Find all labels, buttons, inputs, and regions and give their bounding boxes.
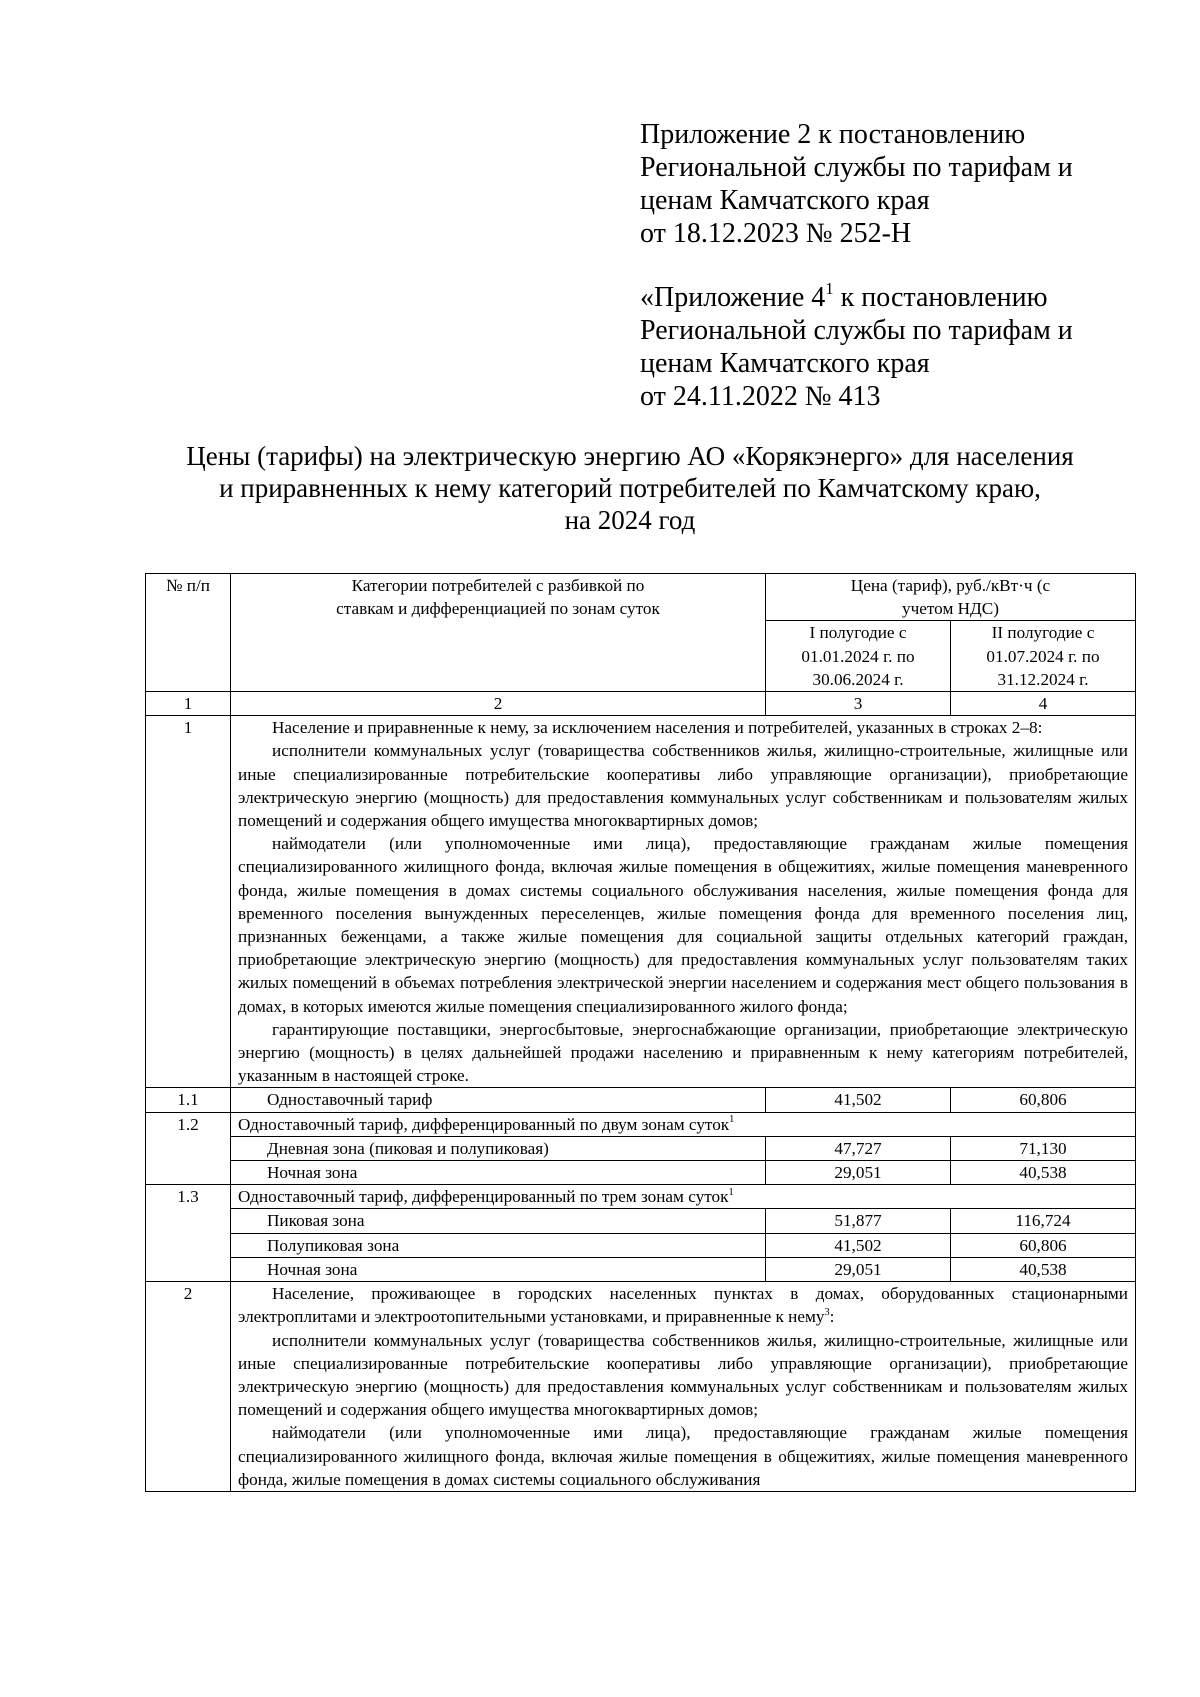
header-num: № п/п [146,574,231,692]
value-half1: 51,877 [766,1209,951,1233]
paragraph: гарантирующие поставщики, энергосбытовые, энергоснабжающие организации, приобретающие электрическую энергию (мощность) в целях дальнейшей продажи населению и приравненным к нему категориям потребителей, указанным в настоящей строке. [238,1019,1128,1086]
appendix-header-current [640,118,1160,250]
value-half1: 29,051 [766,1161,951,1185]
row-label-text: Одноставочный тариф, дифференцированный по трем зонам суток [238,1187,729,1207]
appendix-line: от 18.12.2023 № 252-Н [640,218,912,249]
table-row [146,1282,1136,1492]
row-number: 1.1 [146,1088,231,1112]
table-row [146,716,1136,1088]
header-half2: II полугодие с 01.07.2024 г. по 31.12.2024 г. [951,621,1136,692]
row-label-text: Одноставочный тариф, дифференцированный по двум зонам суток [238,1114,730,1134]
table-row [146,1161,1136,1185]
header-category: Категории потребителей с разбивкой по ставкам и дифференциацией по зонам суток [231,574,766,692]
row-description [231,1282,1136,1492]
paragraph-text: Население, проживающее в городских населенных пунктах в домах, оборудованных стационарными электроплитами и электроотопительными установками, и приравненные к нему [238,1284,1128,1327]
title-line: и приравненных к нему категорий потребителей по Камчатскому краю, [219,473,1041,503]
paragraph: исполнители коммунальных услуг (товарищества собственников жилья, жилищно-строительные, жилищные или иные специализированные потребительские кооперативы либо управляющие организации), приобретающие электрическую энергию (мощность) для предоставления коммунальных услуг собственникам и пользователям жилых помещений и содержания общего имущества многоквартирных домов; [238,741,1128,831]
table-row [146,1209,1136,1233]
table-row [146,1233,1136,1257]
row-number: 1.3 [146,1185,231,1282]
value-half2: 40,538 [951,1161,1136,1185]
value-half1: 41,502 [766,1088,951,1112]
appendix-line: ценам Камчатского края [640,348,930,379]
appendix-line: Региональной службы по тарифам и [640,152,1073,183]
value-half1: 29,051 [766,1257,951,1281]
zone-label: Пиковая зона [231,1209,766,1233]
paragraph: наймодатели (или уполномоченные ими лица), предоставляющие гражданам жилые помещения специализированного жилищного фонда, включая жилые помещения в общежитиях, жилые помещения маневренного фонда, жилые помещения в домах системы социального обслуживания населения, жилые помещения фонда для временного поселения вынужденных переселенцев, жилые помещения фонда для временного поселения лиц, признанных беженцами, а также жилые помещения для социальной защиты отдельных категорий граждан, приобретающие электрическую энергию (мощность) для предоставления коммунальных услуг пользователям таких жилых помещений в объемах потребления электрической энергии населением и содержания мест общего пользования в домах, в которых имеются жилые помещения специализированного жилого фонда; [238,834,1128,1016]
footnote-ref: 1 [728,1186,734,1198]
table-row [146,1088,1136,1112]
title-line: Цены (тарифы) на электрическую энергию АО «Корякэнерго» для населения [186,441,1074,471]
value-half2: 60,806 [951,1088,1136,1112]
appendix-superscript: 1 [825,279,834,298]
title-line: на 2024 год [564,505,696,535]
footnote-ref: 3 [824,1306,830,1318]
document-title [140,440,1120,536]
table-row [146,1112,1136,1136]
paragraph-end: : [829,1307,835,1327]
appendix-suffix: к постановлению [833,282,1048,313]
footnote-ref: 1 [729,1113,735,1125]
table-row [146,1257,1136,1281]
column-number: 3 [766,692,951,716]
zone-label: Ночная зона [231,1257,766,1281]
table-row [146,1136,1136,1160]
paragraph: исполнители коммунальных услуг (товарищества собственников жилья, жилищно-строительные, жилищные или иные специализированные потребительские кооперативы либо управляющие организации), приобретающие электрическую энергию (мощность) для предоставления коммунальных услуг собственникам и пользователям жилых помещений и содержания общего имущества многоквартирных домов; [238,1330,1128,1420]
row-label [231,1185,1136,1209]
row-label [231,1112,1136,1136]
tariff-table [145,573,1136,1492]
appendix-prefix: «Приложение 4 [640,282,826,313]
paragraph [238,1282,1128,1328]
zone-label: Дневная зона (пиковая и полупиковая) [231,1136,766,1160]
appendix-line: Приложение 2 к постановлению [640,119,1026,150]
header-half1: I полугодие с 01.01.2024 г. по 30.06.2024 г. [766,621,951,692]
column-number: 1 [146,692,231,716]
value-half2: 116,724 [951,1209,1136,1233]
paragraph: наймодатели (или уполномоченные ими лица), предоставляющие гражданам жилые помещения специализированного жилищного фонда, включая жилые помещения в общежитиях, жилые помещения маневренного фонда, жилые помещения в домах системы социального обслуживания [238,1423,1128,1489]
value-half2: 40,538 [951,1257,1136,1281]
value-half1: 47,727 [766,1136,951,1160]
column-number: 4 [951,692,1136,716]
appendix-line: ценам Камчатского края [640,185,930,216]
table-row [146,1185,1136,1209]
column-number-row [146,692,1136,716]
row-number: 2 [146,1282,231,1492]
column-number: 2 [231,692,766,716]
row-number: 1 [146,716,231,1088]
value-half2: 71,130 [951,1136,1136,1160]
zone-label: Полупиковая зона [231,1233,766,1257]
header-price: Цена (тариф), руб./кВт·ч (с учетом НДС) [766,574,1136,621]
value-half2: 60,806 [951,1233,1136,1257]
value-half1: 41,502 [766,1233,951,1257]
row-number: 1.2 [146,1112,231,1185]
row-label: Одноставочный тариф [231,1088,766,1112]
zone-label: Ночная зона [231,1161,766,1185]
row-description [231,716,1136,1088]
table-header-row [146,574,1136,621]
appendix-line [640,281,1160,314]
paragraph: Население и приравненные к нему, за исключением населения и потребителей, указанных в строках 2–8: [272,718,1043,738]
appendix-line: Региональной службы по тарифам и [640,315,1073,346]
appendix-line: от 24.11.2022 № 413 [640,381,881,412]
appendix-header-amended [640,281,1160,413]
